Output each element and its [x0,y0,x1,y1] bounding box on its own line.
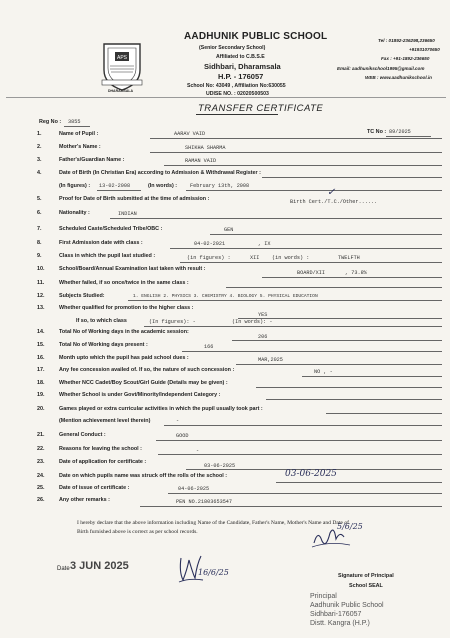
row-number: 18. [37,380,45,386]
working-days-label: Total No of Working days in the academic session: [59,329,189,335]
admission-class-value: , IX [258,241,271,247]
pupil-name-label: Name of Pupil : [59,131,99,137]
reason-label: Reasons for leaving the school : [59,446,142,452]
higher-class-figures: (In figures): - [149,319,196,325]
row-number: 14. [37,329,45,335]
check-mark-icon: ✓ [327,187,336,198]
row-number: 1. [37,131,42,137]
category-label: Scheduled Caste/Scheduled Tribe/OBC : [59,226,163,232]
declaration-line-1: I hereby declare that the above information including Name of the Candidate, Father's Name, Mother's Name and Date of [77,520,349,526]
working-days-value: 206 [258,334,268,340]
seal-place: Sidhbari-176057 [310,611,362,618]
remarks-label: Any other remarks : [59,497,110,503]
svg-text:APS: APS [116,55,128,61]
date-label: Date [57,566,70,572]
row-number: 9. [37,253,42,259]
school-type: (Senior Secondary School) [199,45,266,51]
nationality-label: Nationality : [59,210,90,216]
row-number: 5. [37,196,42,202]
higher-class-words: (In words): - [232,319,273,325]
last-class-figures-value: XII [250,255,260,261]
dob-label: Date of Birth (In Christian Era) according to Admission & Withdrawal Register : [59,170,261,176]
row-number: 20. [37,406,45,412]
dues-label: Month upto which the pupil has paid school dues : [59,355,189,361]
row-number: 4. [37,170,42,176]
row-number: 24. [37,473,45,479]
header-divider [6,97,446,98]
email: Email: aadhunikschool1995@gmail.com [337,66,425,71]
struck-off-value: 03-06-2025 [285,469,337,479]
row-number: 15. [37,342,45,348]
last-class-words-value: TWELFTH [338,255,360,261]
row-number: 17. [37,367,45,373]
games-label: Games played or extra curricular activities in which the pupil usually took part : [59,406,263,412]
father-name-label: Father's/Guardian Name : [59,157,125,163]
achievement-value: - [176,418,180,424]
promotion-value: YES [258,312,268,318]
logo-motto: DHARAMSALA [108,89,134,93]
row-number: 11. [37,280,45,286]
issue-date-label: Date of issue of certificate : [59,485,130,491]
dob-figures-value: 13-02-2008 [99,183,131,189]
row-number: 23. [37,459,45,465]
affiliation: Affiliated to C.B.S.E [216,54,265,60]
proof-dob-value: Birth Cert./T.C./Other...... [290,199,378,205]
row-number: 19. [37,392,45,398]
issue-date-value: 04-06-2025 [178,486,210,492]
fax: Fax : +91-1892-236650 [381,56,430,61]
tc-no-label: TC No : [367,129,387,135]
failed-label: Whether failed, if so once/twice in the same class : [59,280,189,286]
category-value: GEN [224,227,234,233]
subjects-value: 1. ENGLISH 2. PHYSICS 3. CHEMISTRY 4. BIOLOGY 5. PHYSICAL EDUCATION [133,294,318,299]
last-exam-value: BOARD/XII [297,270,326,276]
days-present-value: 166 [204,344,214,350]
principal-sign-date: 5/6/25 [337,522,363,531]
concession-value: NO , - [314,369,333,375]
conduct-value: GOOD [176,433,189,439]
row-number: 26. [37,497,45,503]
promotion-label: Whether qualified for promotion to the higher class : [59,305,194,311]
mother-name-label: Mother's Name : [59,144,101,150]
row-number: 12. [37,293,45,299]
last-class-words-label: (in words) : [272,255,310,261]
seal-principal: Principal [310,593,337,600]
telephone-2: +91931070650 [409,47,440,52]
clerk-date: 16/6/25 [198,568,229,577]
date-stamp: 3 JUN 2025 [70,560,129,572]
row-number: 21. [37,432,45,438]
principal-signature-label: Signature of Principal [338,573,394,579]
proof-dob-label: Proof for Date of Birth submitted at the time of admission : [59,196,210,202]
struck-off-label: Date on which pupils name was struck off the rolls of the school : [59,473,228,479]
mother-name-value: SHIKHA SHARMA [185,145,226,151]
last-exam-label: School/Board/Annual Examination last taken with result : [59,266,206,272]
conduct-label: General Conduct : [59,432,106,438]
admission-date-label: First Admission date with class : [59,240,143,246]
remarks-value: PEN NO.21803653547 [176,499,233,505]
row-number: 25. [37,485,45,491]
row-number: 10. [37,266,45,272]
application-date-value: 03-06-2025 [204,463,236,469]
last-exam-percent: , 73.8% [345,270,367,276]
school-name: AADHUNIK PUBLIC SCHOOL [184,31,328,42]
dues-value: MAR,2025 [258,357,283,363]
last-class-label: Class in which the pupil last studied : [59,253,156,259]
row-number: 3. [37,157,42,163]
reg-no-label: Reg No : [39,119,62,125]
row-number: 6. [37,210,42,216]
website: WEB : www.aadhunikschool.in [365,75,432,80]
nationality-value: INDIAN [118,211,137,217]
school-seal-label: School SEAL [349,583,383,589]
row-number: 2. [37,144,42,150]
days-present-label: Total No of Working days present : [59,342,148,348]
dob-figures-label: (In figures) : [59,183,91,189]
subjects-label: Subjects Studied: [59,293,105,299]
title-underline [196,114,278,115]
row-number: 7. [37,226,42,232]
udise-number: UDISE NO. : 02020500503 [206,91,269,97]
father-name-value: RAMAN VAID [185,158,217,164]
school-pin: H.P. - 176057 [218,72,264,81]
pupil-name-value: AARAV VAID [174,131,206,137]
page-title: TRANSFER CERTIFICATE [198,103,324,114]
concession-label: Any fee concession availed of. If so, the nature of such concession : [59,367,235,373]
achievement-label: (Mention achievement level therein) [59,418,151,424]
reg-no-value: 3855 [68,119,81,125]
dob-words-value: February 13th, 2008 [190,183,250,189]
school-address: Sidhbari, Dharamsala [204,62,281,71]
telephone: Tel : 01892-236298,236650 [378,38,435,43]
row-number: 22. [37,446,45,452]
school-category-label: Whether School is under Govt/Minority/Independent Category : [59,392,221,398]
row-number: 16. [37,355,45,361]
seal-school: Aadhunik Public School [310,602,384,609]
school-logo-icon [100,40,144,92]
last-class-figures-label: (in figures) : [187,255,231,261]
reason-value: - [196,448,200,454]
school-numbers: School No: 43049 , Affiliation No:630055 [187,83,286,89]
dob-words-label: (In words) : [148,183,178,189]
row-number: 13. [37,305,45,311]
declaration-line-2: Birth furnished above is correct as per school records. [77,529,198,535]
application-date-label: Date of application for certificate : [59,459,147,465]
tc-no-value: 89/2025 [389,129,411,135]
higher-class-label: If so, to which class [76,318,127,324]
ncc-label: Whether NCC Cadet/Boy Scout/Girl Guide (Details may be given) : [59,380,228,386]
row-number: 8. [37,240,42,246]
seal-district: Distt. Kangra (H.P.) [310,620,370,627]
admission-date-value: 04-02-2021 [194,241,226,247]
